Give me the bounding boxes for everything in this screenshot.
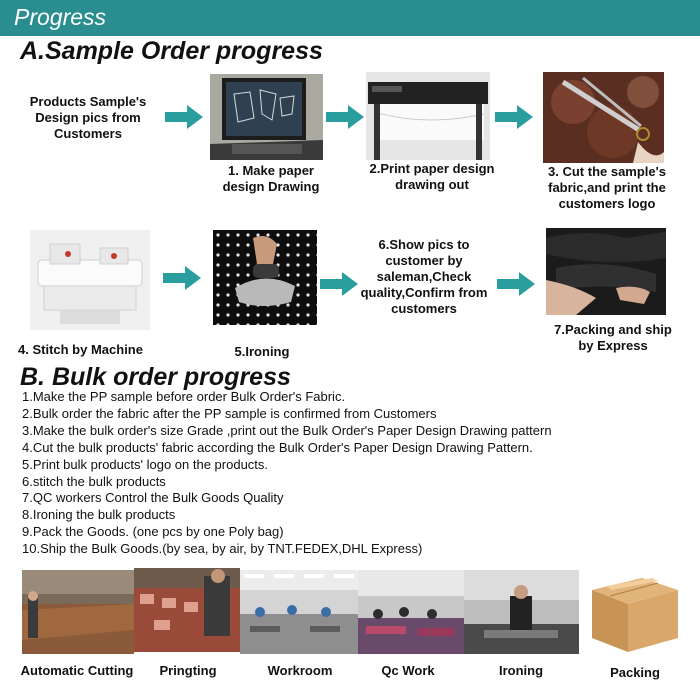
list-item: 4.Cut the bulk products' fabric according the Bulk Order's Paper Design Drawing Pattern.	[22, 439, 533, 455]
arrow-right-icon	[497, 272, 535, 296]
workroom-photo	[240, 570, 358, 654]
photo-caption-qc-work: Qc Work	[381, 663, 435, 678]
plotter-printer-photo	[366, 72, 490, 160]
packing-garments-photo	[546, 228, 666, 315]
list-item: 7.QC workers Control the Bulk Goods Quality	[22, 490, 284, 506]
list-item: 5.Print bulk products' logo on the products.	[22, 456, 269, 472]
sample-step-7: 7.Packing and ship by Express	[554, 322, 672, 353]
list-item: 8.Ironing the bulk products	[22, 507, 176, 523]
list-item: 6.stitch the bulk products	[22, 473, 166, 489]
arrow-right-icon	[320, 272, 358, 296]
ironing-workshop-photo	[464, 570, 579, 654]
qc-work-photo	[358, 570, 464, 654]
photo-caption-packing: Packing	[610, 665, 660, 680]
header-banner	[0, 0, 700, 36]
list-item: 9.Pack the Goods. (one pcs by one Poly bag)	[22, 524, 284, 540]
sample-step-3: 3. Cut the sample's fabric,and print the customers logo	[548, 164, 666, 211]
list-item: 10.Ship the Bulk Goods.(by sea, by air, by TNT.FEDEX,DHL Express)	[22, 541, 423, 557]
sample-heading: A.Sample Order progress	[20, 37, 323, 65]
sample-step-1: 1. Make paper design Drawing	[222, 163, 320, 194]
arrow-right-icon	[163, 266, 201, 290]
bulk-steps-list	[22, 389, 692, 558]
sewing-machine-photo	[30, 230, 150, 330]
banner-title: Progress	[14, 4, 107, 30]
list-item: 2.Bulk order the fabric after the PP sample is confirmed from Customers	[22, 405, 437, 421]
sample-step-5: 5.Ironing	[234, 344, 290, 359]
photo-caption-automatic-cutting: Automatic Cutting	[20, 663, 134, 678]
scissors-fabric-photo	[543, 72, 664, 163]
sample-step-2: 2.Print paper design drawing out	[369, 161, 495, 192]
photo-caption-printing: Pringting	[159, 663, 217, 678]
photo-caption-workroom: Workroom	[267, 663, 333, 678]
list-item: 1.Make the PP sample before order Bulk Order's Fabric.	[22, 389, 346, 404]
arrow-right-icon	[495, 105, 533, 129]
paper-design-laptop-photo	[210, 74, 323, 160]
photo-caption-ironing: Ironing	[498, 663, 544, 678]
list-item: 3.Make the bulk order's size Grade ,print out the Bulk Order's Paper Design Drawing pattern	[22, 422, 552, 438]
automatic-cutting-photo	[22, 570, 134, 654]
sample-intro-label: Products Sample's Design pics from Customers	[29, 94, 147, 141]
ironing-photo	[213, 230, 317, 325]
sample-step-4: 4. Stitch by Machine	[18, 342, 143, 357]
printing-photo	[134, 568, 240, 652]
packing-box-photo	[586, 568, 682, 656]
bulk-heading: B. Bulk order progress	[20, 363, 291, 391]
arrow-right-icon	[326, 105, 364, 129]
arrow-right-icon	[165, 105, 203, 129]
sample-step-6: 6.Show pics to customer by saleman,Check quality,Confirm from customers	[360, 237, 488, 316]
